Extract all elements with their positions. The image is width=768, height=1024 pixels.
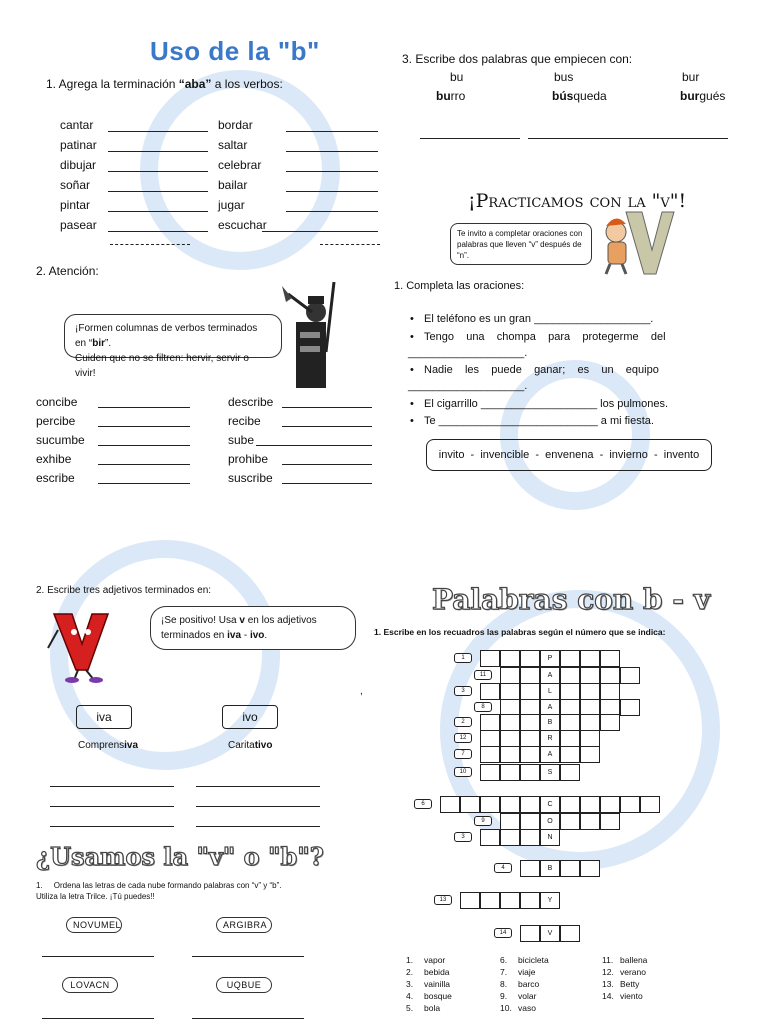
crossword-key-cell[interactable]: R xyxy=(540,730,560,747)
verb-label: cantar xyxy=(60,118,94,132)
word-number: 12. xyxy=(602,967,614,977)
adjectives-instruction: 2. Escribe tres adjetivos terminados en: xyxy=(36,585,212,596)
invite-bubble: Te invito a completar oraciones con palabras que lleven “v” después de “n”. xyxy=(450,223,592,265)
crossword-cell[interactable] xyxy=(500,746,520,763)
bir-verb-label: sucumbe xyxy=(36,433,85,447)
crossword-cell[interactable] xyxy=(500,730,520,747)
crossword-number-tag: 3 xyxy=(454,686,472,696)
q1-instruction: 1. Agrega la terminación “aba” a los verbos: xyxy=(46,77,283,91)
crossword-cell[interactable] xyxy=(520,746,540,763)
bullet-3: • xyxy=(410,364,414,376)
crossword-cell[interactable] xyxy=(620,796,640,813)
sentence-3b: ___________________. xyxy=(408,380,528,392)
word-number: 2. xyxy=(406,967,414,977)
crossword-key-cell[interactable]: A xyxy=(540,746,560,763)
prefix-bold: bur xyxy=(680,89,700,103)
answer-line[interactable] xyxy=(108,211,208,212)
crossword-key-cell[interactable]: Y xyxy=(540,892,560,909)
bir-verb-label: concibe xyxy=(36,395,78,409)
palabras-title: Palabras con b - v xyxy=(432,583,711,616)
scan-line xyxy=(110,244,190,245)
crossword-cell[interactable] xyxy=(500,796,520,813)
crossword-cell[interactable] xyxy=(560,650,580,667)
crossword-cell[interactable] xyxy=(460,796,480,813)
crossword-cell[interactable] xyxy=(560,813,580,830)
crossword-key-cell[interactable]: P xyxy=(540,650,560,667)
crossword-cell[interactable] xyxy=(560,925,580,942)
answer-line[interactable] xyxy=(282,464,372,465)
crossword-cell[interactable] xyxy=(500,714,520,731)
iva-box: iva xyxy=(76,705,132,729)
crossword-cell[interactable] xyxy=(480,650,500,667)
answer-line[interactable] xyxy=(108,151,208,152)
prefix-example xyxy=(680,89,725,103)
word-number: 13. xyxy=(602,979,614,989)
answer-line[interactable] xyxy=(98,483,190,484)
crossword-cell[interactable] xyxy=(560,714,580,731)
crossword-cell[interactable] xyxy=(600,813,620,830)
answer-line[interactable] xyxy=(286,151,378,152)
ivo-box: ivo xyxy=(222,705,278,729)
prefix-bold: bu xyxy=(436,89,451,103)
word-text: barco xyxy=(518,979,540,989)
crossword-cell[interactable] xyxy=(600,667,620,684)
crossword-cell[interactable] xyxy=(480,714,500,731)
answer-line xyxy=(196,826,320,827)
crossword-number-tag: 7 xyxy=(454,749,472,759)
crossword-cell[interactable] xyxy=(560,730,580,747)
crossword-cell[interactable] xyxy=(520,683,540,700)
prefix-example xyxy=(552,89,607,103)
cloud-uqbue: UQBUE xyxy=(216,977,272,993)
answer-line xyxy=(50,786,174,787)
answer-line[interactable] xyxy=(98,464,190,465)
verb-label: bailar xyxy=(218,178,248,192)
crossword-cell[interactable] xyxy=(600,796,620,813)
crossword-cell[interactable] xyxy=(600,683,620,700)
crossword-cell[interactable] xyxy=(560,746,580,763)
answer-line[interactable] xyxy=(286,211,378,212)
crossword-cell[interactable] xyxy=(520,925,540,942)
usamos-title: ¿Usamos la "v" o "b"? xyxy=(36,842,324,871)
verb-label: soñar xyxy=(60,178,91,192)
q3-instruction: 3. Escribe dos palabras que empiecen con: xyxy=(402,52,633,66)
ordena-line-2: Utiliza la letra Trilce. ¡Tú puedes!! xyxy=(36,892,155,901)
ordena-line-1: 1. Ordena las letras de cada nube formando palabras con “v” y “b”. xyxy=(36,881,282,890)
prefix-bold: bús xyxy=(552,89,574,103)
crossword-number-tag: 13 xyxy=(434,895,452,905)
bir-verb-label: suscribe xyxy=(228,471,273,485)
crossword-cell[interactable] xyxy=(600,714,620,731)
stray-mark: , xyxy=(360,686,363,697)
crossword-key-cell[interactable]: B xyxy=(540,714,560,731)
word-text: bosque xyxy=(424,991,452,1001)
crossword-cell[interactable] xyxy=(520,796,540,813)
sentence-4: El cigarrillo ___________________ los pulmones. xyxy=(424,398,669,410)
answer-line xyxy=(42,956,154,957)
sentence-2b: ___________________. xyxy=(408,347,528,359)
crossword-cell[interactable] xyxy=(520,764,540,781)
crossword-cell[interactable] xyxy=(480,764,500,781)
trumpeter-illustration xyxy=(282,282,344,390)
crossword-cell[interactable] xyxy=(480,796,500,813)
letter-v-red-mascot xyxy=(44,610,114,684)
crossword-cell[interactable] xyxy=(560,683,580,700)
answer-line[interactable] xyxy=(262,231,378,232)
crossword-key-cell[interactable]: C xyxy=(540,796,560,813)
crossword-cell[interactable] xyxy=(520,829,540,846)
sentence-5: Te __________________________ a mi fiesta. xyxy=(424,415,654,427)
verb-label: saltar xyxy=(218,138,248,152)
verb-label: jugar xyxy=(218,198,245,212)
crossword-key-cell[interactable]: V xyxy=(540,925,560,942)
example-comprensiva: Comprensiva xyxy=(78,740,139,751)
word-number: 8. xyxy=(500,979,508,989)
answer-line[interactable] xyxy=(98,426,190,427)
bullet-1: • xyxy=(410,313,414,325)
prefix-example xyxy=(436,89,465,103)
crossword-cell[interactable] xyxy=(500,892,520,909)
crossword-cell[interactable] xyxy=(580,813,600,830)
crossword-cell[interactable] xyxy=(560,860,580,877)
answer-line xyxy=(192,1018,304,1019)
crossword-cell[interactable] xyxy=(480,829,500,846)
verb-label: pasear xyxy=(60,218,97,232)
letter-v-mascot xyxy=(596,210,676,276)
word-text: ballena xyxy=(620,955,648,965)
uso-title: Uso de la "b" xyxy=(150,36,320,66)
crossword-number-tag: 11 xyxy=(474,670,492,680)
answer-line[interactable] xyxy=(286,191,378,192)
word-text: bebida xyxy=(424,967,450,977)
word-number: 6. xyxy=(500,955,508,965)
crossword-cell[interactable] xyxy=(520,714,540,731)
sentence-2a: Tengo una chompa para protegerme del xyxy=(424,331,666,343)
crossword-key-cell[interactable]: L xyxy=(540,683,560,700)
crossword-cell[interactable] xyxy=(520,813,540,830)
bullet-2: • xyxy=(410,331,414,343)
prefix-label: bu xyxy=(450,70,464,84)
word-text: bola xyxy=(424,1003,441,1013)
word-number: 3. xyxy=(406,979,414,989)
practice-title: ¡Practicamos con la "v"! xyxy=(468,190,687,212)
word-number: 11. xyxy=(602,955,614,965)
crossword-cell[interactable] xyxy=(480,746,500,763)
answer-line[interactable] xyxy=(286,131,378,132)
word-text: bicicleta xyxy=(518,955,549,965)
answer-line[interactable] xyxy=(108,171,208,172)
crossword-cell[interactable] xyxy=(520,650,540,667)
word-number: 4. xyxy=(406,991,414,1001)
crossword-cell[interactable] xyxy=(580,714,600,731)
crossword-number-tag: 9 xyxy=(474,816,492,826)
bir-verb-label: escribe xyxy=(36,471,75,485)
crossword-cell[interactable] xyxy=(520,667,540,684)
answer-line[interactable] xyxy=(282,426,372,427)
crossword-key-cell[interactable]: S xyxy=(540,764,560,781)
crossword-key-cell[interactable]: A xyxy=(540,699,560,716)
answer-line xyxy=(528,138,728,139)
answer-line xyxy=(196,786,320,787)
answer-line[interactable] xyxy=(282,407,372,408)
prefix-label: bus xyxy=(554,70,574,84)
sentence-3a: Nadie les puede ganar; es un equipo xyxy=(424,364,659,376)
answer-line[interactable] xyxy=(108,131,208,132)
sentence-1: El teléfono es un gran ___________________. xyxy=(424,313,654,325)
word-text: vainilla xyxy=(424,979,450,989)
crossword-cell[interactable] xyxy=(500,667,520,684)
word-text: vaso xyxy=(518,1003,536,1013)
prefix-rest: rro xyxy=(450,89,466,103)
crossword-number-tag: 10 xyxy=(454,767,472,777)
prefix-rest: gués xyxy=(699,89,726,103)
word-number: 10. xyxy=(500,1003,512,1013)
crossword-cell[interactable] xyxy=(500,683,520,700)
bir-verb-label: sube xyxy=(228,433,255,447)
bir-verb-label: prohibe xyxy=(228,452,269,466)
bullet-4: • xyxy=(410,398,414,410)
q2-attention: 2. Atención: xyxy=(36,264,99,278)
answer-line[interactable] xyxy=(98,407,190,408)
answer-line xyxy=(196,806,320,807)
bir-verb-label: exhibe xyxy=(36,452,72,466)
verb-label: patinar xyxy=(60,138,97,152)
word-text: volar xyxy=(518,991,537,1001)
crossword-cell[interactable] xyxy=(480,892,500,909)
crossword-cell[interactable] xyxy=(640,796,660,813)
crossword-number-tag: 4 xyxy=(494,863,512,873)
crossword-cell[interactable] xyxy=(580,746,600,763)
verb-label: dibujar xyxy=(60,158,97,172)
answer-line[interactable] xyxy=(282,483,372,484)
crossword-cell[interactable] xyxy=(500,764,520,781)
crossword-number-tag: 12 xyxy=(454,733,472,743)
bir-bubble: ¡Formen columnas de verbos terminados en “bir”. Cuiden que no se filtren: hervir, servir o vivir! xyxy=(64,314,282,358)
crossword-cell[interactable] xyxy=(500,650,520,667)
word-text: verano xyxy=(620,967,646,977)
crossword-number-tag: 8 xyxy=(474,702,492,712)
crossword-cell[interactable] xyxy=(620,699,640,716)
crossword-number-tag: 6 xyxy=(414,799,432,809)
word-number: 7. xyxy=(500,967,508,977)
crossword-key-cell[interactable]: O xyxy=(540,813,560,830)
scan-line xyxy=(320,244,380,245)
crossword-cell[interactable] xyxy=(560,667,580,684)
bir-verb-label: recibe xyxy=(228,414,261,428)
complete-instruction: 1. Completa las oraciones: xyxy=(394,280,525,292)
bir-verb-label: percibe xyxy=(36,414,76,428)
crossword-cell[interactable] xyxy=(520,730,540,747)
word-text: vapor xyxy=(424,955,446,965)
bir-verb-label: describe xyxy=(228,395,274,409)
example-caritativo: Caritativo xyxy=(228,740,273,751)
crossword-cell[interactable] xyxy=(560,764,580,781)
crossword-cell[interactable] xyxy=(500,829,520,846)
answer-line[interactable] xyxy=(98,445,190,446)
crossword-cell[interactable] xyxy=(460,892,480,909)
verb-label: celebrar xyxy=(218,158,262,172)
answer-line xyxy=(42,1018,154,1019)
answer-line xyxy=(50,826,174,827)
answer-line xyxy=(192,956,304,957)
crossword-cell[interactable] xyxy=(580,730,600,747)
word-number: 9. xyxy=(500,991,508,1001)
bullet-5: • xyxy=(410,415,414,427)
answer-line xyxy=(50,806,174,807)
answer-line xyxy=(420,138,520,139)
word-text: viaje xyxy=(518,967,536,977)
verb-label: pintar xyxy=(60,198,91,212)
crossword-number-tag: 2 xyxy=(454,717,472,727)
crossword-key-cell[interactable]: A xyxy=(540,667,560,684)
answer-line[interactable] xyxy=(256,445,372,446)
word-number: 5. xyxy=(406,1003,414,1013)
crossword-cell[interactable] xyxy=(520,860,540,877)
crossword-cell[interactable] xyxy=(620,667,640,684)
positive-bubble: ¡Se positivo! Usa v en los adjetivos terminados en iva - ivo. xyxy=(150,606,356,650)
crossword-cell[interactable] xyxy=(480,730,500,747)
word-number: 1. xyxy=(406,955,414,965)
crossword-cell[interactable] xyxy=(560,796,580,813)
word-bank-box: invito - invencible - envenena - invierno - invento xyxy=(426,439,712,471)
crossword-cell[interactable] xyxy=(580,667,600,684)
crossword-cell[interactable] xyxy=(500,813,520,830)
prefix-label: bur xyxy=(682,70,700,84)
crossword-key-cell[interactable]: N xyxy=(540,829,560,846)
crossword-cell[interactable] xyxy=(580,683,600,700)
crossword-number-tag: 14 xyxy=(494,928,512,938)
verb-label: bordar xyxy=(218,118,253,132)
crossword-cell[interactable] xyxy=(440,796,460,813)
word-text: viento xyxy=(620,991,643,1001)
crossword-key-cell[interactable]: B xyxy=(540,860,560,877)
crossword-cell[interactable] xyxy=(580,860,600,877)
crossword-cell[interactable] xyxy=(600,650,620,667)
word-number: 14. xyxy=(602,991,614,1001)
crossword-number-tag: 3 xyxy=(454,832,472,842)
cloud-argibra: ARGIBRA xyxy=(216,917,272,933)
verb-label: escuchar xyxy=(218,218,267,232)
answer-line[interactable] xyxy=(286,171,378,172)
prefix-rest: queda xyxy=(573,89,607,103)
crossword-instruction: 1. Escribe en los recuadros las palabras según el número que se indica: xyxy=(374,627,666,637)
crossword-cell[interactable] xyxy=(580,650,600,667)
crossword-number-tag: 1 xyxy=(454,653,472,663)
cloud-lovacn: LOVACN xyxy=(62,977,118,993)
crossword-cell[interactable] xyxy=(480,683,500,700)
crossword-cell[interactable] xyxy=(520,892,540,909)
cloud-novumel: NOVUMEL xyxy=(66,917,122,933)
answer-line[interactable] xyxy=(108,231,208,232)
answer-line[interactable] xyxy=(108,191,208,192)
crossword-cell[interactable] xyxy=(580,796,600,813)
word-text: Betty xyxy=(620,979,640,989)
